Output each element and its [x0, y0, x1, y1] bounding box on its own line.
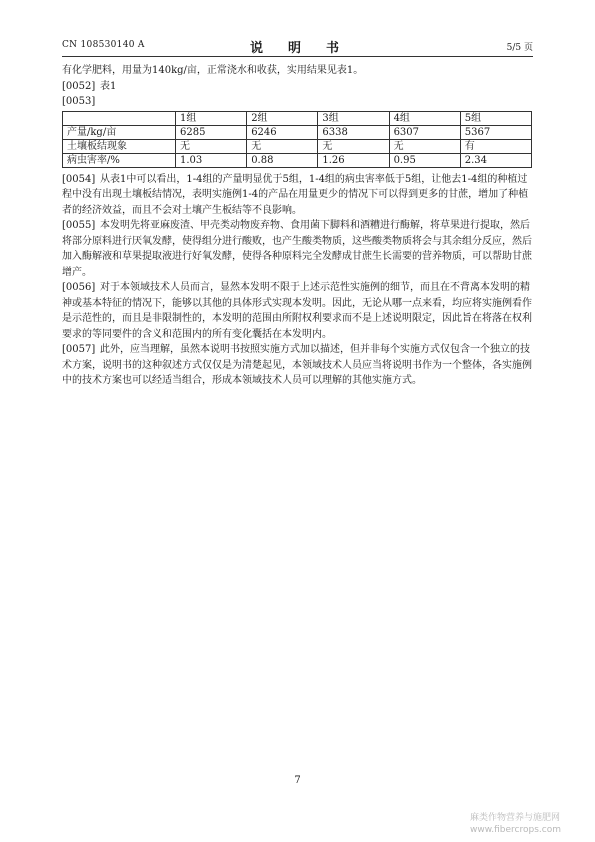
paragraph-0053	[62, 94, 532, 110]
paragraph-0054	[62, 172, 532, 219]
table-header-cell: 1组	[176, 111, 247, 125]
patent-number: CN 108530140 A	[62, 40, 145, 50]
table-cell: 无	[318, 139, 389, 153]
table-cell: 5367	[460, 125, 531, 139]
results-table	[62, 111, 532, 168]
paragraph-tag: [0052]	[62, 80, 96, 92]
paragraph-text: 此外，应当理解，虽然本说明书按照实施方式加以描述，但并非每个实施方式仅包含一个独立的技术方案，说明书的这种叙述方式仅仅是为清楚起见，本领域技术人员应当将说明书作为一个整体，各实施例中的技术方案也可以经适当组合，形成本领域技术人员可以理解的其他实施方式。	[62, 344, 532, 386]
table-cell: 1.26	[318, 153, 389, 167]
page-indicator: 5/5 页	[506, 43, 533, 53]
table-row	[63, 153, 532, 167]
table-row	[63, 139, 532, 153]
table-header-cell: 3组	[318, 111, 389, 125]
paragraph-text: 对于本领域技术人员而言，显然本发明不限于上述示范性实施例的细节，而且在不背离本发明的精神或基本特征的情况下，能够以其他的具体形式实现本发明。因此，无论从哪一点来看，均应将实施例看作是示范性的，而且是非限制性的，本发明的范围由所附权利要求而不是上述说明限定，因此旨在将落在权利要求的等同要件的含义和范围内的所有变化囊括在本发明内。	[62, 282, 532, 340]
table-header-cell: 5组	[460, 111, 531, 125]
page-header	[62, 37, 533, 55]
table-cell: 0.95	[389, 153, 460, 167]
document-title: 说 明 书	[249, 41, 345, 56]
paragraph-0055	[62, 218, 532, 280]
paragraph-tag: [0057]	[62, 344, 96, 355]
watermark-title: 麻类作物营养与施肥网	[470, 813, 561, 823]
table-cell: 无	[176, 139, 247, 153]
table-cell: 0.88	[247, 153, 318, 167]
table-header-cell: 2组	[247, 111, 318, 125]
paragraph-tag: [0053]	[62, 96, 96, 107]
table-cell: 无	[247, 139, 318, 153]
table-header-cell	[63, 111, 176, 125]
table-cell: 1.03	[176, 153, 247, 167]
watermark-url: www.fibercrops.com	[470, 825, 561, 835]
table-row-label: 土壤板结现象	[63, 139, 176, 153]
paragraph-tag: [0054]	[62, 173, 96, 185]
table-caption: 表1	[100, 80, 117, 92]
paragraph-tag: [0055]	[62, 220, 96, 231]
site-watermark	[470, 812, 561, 836]
header-rule	[62, 56, 533, 57]
table-cell: 无	[389, 139, 460, 153]
paragraph-0052	[62, 79, 532, 95]
table-row-label: 病虫害率/%	[63, 153, 176, 167]
table-header-row	[63, 111, 532, 125]
document-body	[62, 63, 532, 389]
page-number: 7	[294, 775, 301, 786]
table-cell: 有	[460, 139, 531, 153]
table-row	[63, 125, 532, 139]
paragraph-tag: [0056]	[62, 282, 96, 293]
paragraph-text: 从表1中可以看出，1-4组的产量明显优于5组，1-4组的病虫害率低于5组，让他去1-4组的种植过程中没有出现土壤板结情况，表明实施例1-4的产品在用量更少的情况下可以得到更多的甘蔗，增加了种植者的经济效益，而且不会对土壤产生板结等不良影响。	[62, 173, 529, 216]
paragraph-text: 本发明先将亚麻废渣、甲壳类动物废弃物、食用菌下脚料和酒糟进行酶解，将草果进行提取，然后将部分原料进行厌氧发酵，使得组分进行酸败，也产生酸类物质，这些酸类物质将会与其余组分反应，然后加入酶解液和草果提取液进行好氧发酵，使得各种原料完全发酵成甘蔗生长需要的营养物质，可以帮助甘蔗增产。	[62, 220, 532, 278]
table-cell: 6338	[318, 125, 389, 139]
table-cell: 6307	[389, 125, 460, 139]
table-cell: 6285	[176, 125, 247, 139]
table-row-label: 产量/kg/亩	[63, 125, 176, 139]
intro-line: 有化学肥料，用量为140kg/亩，正常浇水和收获，实用结果见表1。	[62, 65, 364, 76]
table-cell: 2.34	[460, 153, 531, 167]
paragraph-0056	[62, 280, 532, 342]
table-header-cell: 4组	[389, 111, 460, 125]
paragraph-0057	[62, 342, 532, 389]
table-cell: 6246	[247, 125, 318, 139]
